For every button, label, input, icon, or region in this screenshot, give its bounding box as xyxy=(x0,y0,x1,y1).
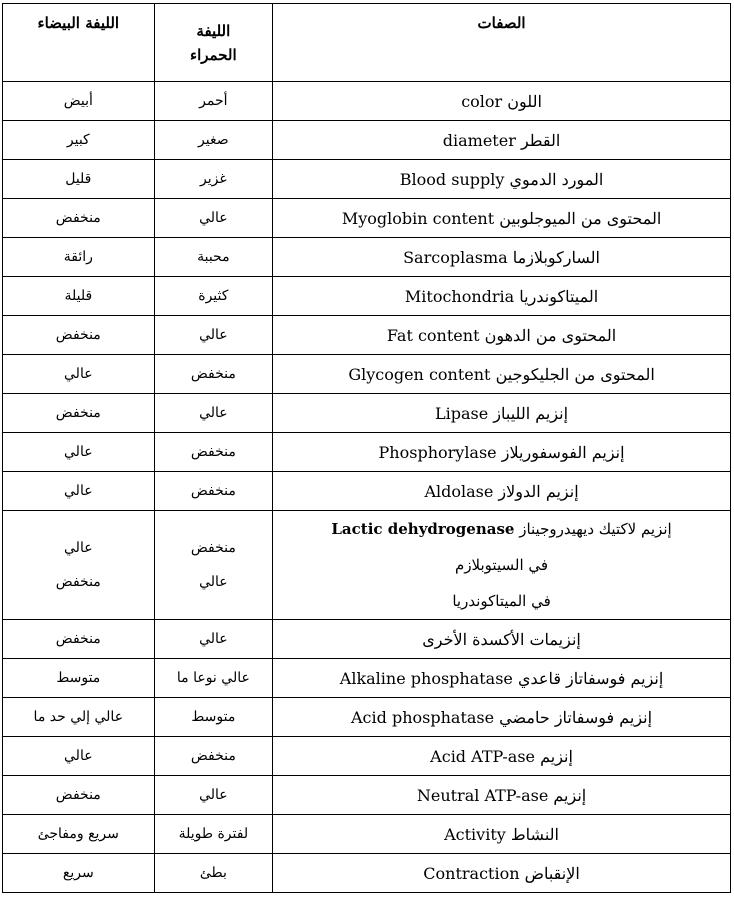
table-row xyxy=(3,472,731,511)
ldh-mitochondria: في الميتاكوندريا xyxy=(452,592,551,610)
property-label: إنزيم Neutral ATP-ase xyxy=(273,776,731,815)
white-value: قليل xyxy=(3,160,155,199)
property-label: القطر diameter xyxy=(273,121,731,160)
table-row xyxy=(3,854,731,893)
white-value: منخفض xyxy=(3,620,155,659)
white-value: عالي إلي حد ما xyxy=(3,698,155,737)
white-value: عالي xyxy=(3,433,155,472)
white-value: عالي xyxy=(3,737,155,776)
white-value: منخفض xyxy=(3,199,155,238)
red-value: عالي xyxy=(154,316,272,355)
red-value: بطئ xyxy=(154,854,272,893)
property-label: المورد الدموي Blood supply xyxy=(273,160,731,199)
table-row xyxy=(3,737,731,776)
property-label: الميتاكوندريا Mitochondria xyxy=(273,277,731,316)
header-red-fiber-line1: الليفة xyxy=(196,21,231,40)
table-row xyxy=(3,121,731,160)
table-row xyxy=(3,199,731,238)
property-label: المحتوى من الميوجلوبين Myoglobin content xyxy=(273,199,731,238)
property-label: النشاط Activity xyxy=(273,815,731,854)
property-label: إنزيم Acid ATP-ase xyxy=(273,737,731,776)
property-label: إنزيمات الأكسدة الأخرى xyxy=(273,620,731,659)
table-row xyxy=(3,698,731,737)
red-value: عالي xyxy=(154,394,272,433)
red-value: منخفض xyxy=(154,737,272,776)
header-white-fiber: الليفة البيضاء xyxy=(3,4,155,82)
red-value: عالي xyxy=(154,620,272,659)
table-row xyxy=(3,316,731,355)
red-value-multi xyxy=(154,511,272,620)
table-row xyxy=(3,433,731,472)
header-row xyxy=(3,4,731,82)
table-row xyxy=(3,355,731,394)
table-row-ldh xyxy=(3,511,731,620)
property-label: إنزيم فوسفاتاز حامضي Acid phosphatase xyxy=(273,698,731,737)
white-value: منخفض xyxy=(3,316,155,355)
table-row xyxy=(3,238,731,277)
white-value-line: عالي xyxy=(64,540,93,556)
white-value: سريع xyxy=(3,854,155,893)
ldh-title-ar: إنزيم لاكتيك ديهيدروجيناز xyxy=(514,520,672,538)
white-value: رائقة xyxy=(3,238,155,277)
fiber-comparison-table xyxy=(2,3,731,893)
table-row xyxy=(3,659,731,698)
red-value: عالي نوعا ما xyxy=(154,659,272,698)
header-properties: الصفات xyxy=(273,4,731,82)
white-value: منخفض xyxy=(3,394,155,433)
red-value: كثيرة xyxy=(154,277,272,316)
ldh-title-en: Lactic dehydrogenase xyxy=(331,520,515,538)
property-label-multi xyxy=(273,511,731,620)
property-label: إنزيم الفوسفوريلاز Phosphorylase xyxy=(273,433,731,472)
red-value: منخفض xyxy=(154,355,272,394)
white-value-multi xyxy=(3,511,155,620)
property-label: إنزيم فوسفاتاز قاعدي Alkaline phosphatase xyxy=(273,659,731,698)
property-label: المحتوى من الجليكوجين Glycogen content xyxy=(273,355,731,394)
red-value: عالي xyxy=(154,199,272,238)
header-red-fiber-line2: الحمراء xyxy=(190,45,237,64)
red-value-line: عالي xyxy=(199,574,228,590)
table-row xyxy=(3,277,731,316)
red-value: متوسط xyxy=(154,698,272,737)
white-value: كبير xyxy=(3,121,155,160)
table-row xyxy=(3,620,731,659)
white-value: سريع ومفاجئ xyxy=(3,815,155,854)
red-value: منخفض xyxy=(154,472,272,511)
table-row xyxy=(3,160,731,199)
red-value: عالي xyxy=(154,776,272,815)
red-value: منخفض xyxy=(154,433,272,472)
white-value: قليلة xyxy=(3,277,155,316)
red-value-line: منخفض xyxy=(190,540,236,556)
ldh-title xyxy=(273,511,730,547)
table-row xyxy=(3,776,731,815)
white-value: منخفض xyxy=(3,776,155,815)
white-value: عالي xyxy=(3,472,155,511)
red-value: محببة xyxy=(154,238,272,277)
table-row xyxy=(3,82,731,121)
property-label: المحتوى من الدهون Fat content xyxy=(273,316,731,355)
white-value: عالي xyxy=(3,355,155,394)
table-row xyxy=(3,394,731,433)
property-label: إنزيم الليباز Lipase xyxy=(273,394,731,433)
red-value: غزير xyxy=(154,160,272,199)
white-value: متوسط xyxy=(3,659,155,698)
ldh-cytoplasm: في السيتوبلازم xyxy=(455,556,549,574)
table-row xyxy=(3,815,731,854)
property-label: الإنقباض Contraction xyxy=(273,854,731,893)
red-value: أحمر xyxy=(154,82,272,121)
red-value: لفترة طويلة xyxy=(154,815,272,854)
property-label: اللون color xyxy=(273,82,731,121)
header-red-fiber xyxy=(154,4,272,82)
property-label: الساركوبلازما Sarcoplasma xyxy=(273,238,731,277)
white-value-line: منخفض xyxy=(55,574,101,590)
property-label: إنزيم الدولاز Aldolase xyxy=(273,472,731,511)
white-value: أبيض xyxy=(3,82,155,121)
red-value: صغير xyxy=(154,121,272,160)
